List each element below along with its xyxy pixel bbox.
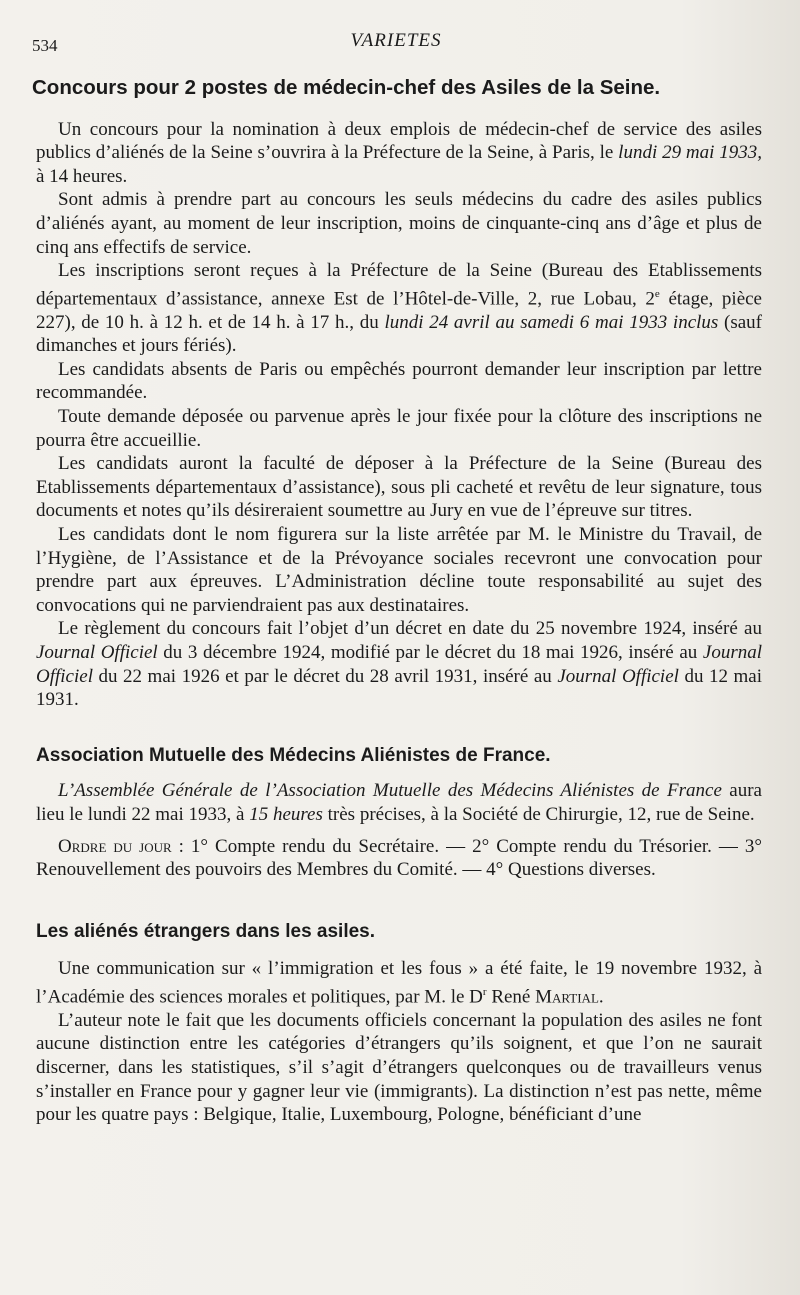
text: Une communication sur « l’immigration et les fous » a été faite, le 19 novembre 1932, à l’Académie des sciences morales et politiques, par M. le D [36,958,762,1008]
superscript: r [482,985,487,998]
text: étage, pièce 227), de 10 h. à 12 h. et de 14 h. à 17 h., du [36,288,762,333]
assembly-name: L’Assemblée Générale de l’Association Mutuelle des Médecins Aliénistes de France [58,780,722,802]
paragraph: Les candidats dont le nom figurera sur la liste arrêtée par M. le Ministre du Travail, de l’Hygiène, de l’Assistance et de la Prévoyance sociales recevront une convocation pour prendre part aux épreuves. L’Administration décline toute responsabilité au sujet des convocations qui ne parviendraient pas aux destinataires. [36,524,762,616]
section-title-association: Association Mutuelle des Médecins Aliénistes de France. [36,744,551,766]
paragraph: L’auteur note le fait que les documents officiels concernant la population des asiles ne font aucune distinction entre les catégories d’étrangers qu’ils soignent, et que l’on ne saurait discerner, dans les statistiques, s’il s’agit d’étrangers quelconques ou de travailleurs venus s’installer en France pour y gagner leur vie (immigrants). La distinction n’est pas nette, même pour les quatre pays : Belgique, Italie, Luxembourg, Pologne, bénéficiant d’une [36,1009,762,1126]
text: du 12 mai 1931. [36,665,763,711]
paragraph [36,617,762,711]
page-content [32,72,763,1127]
author-name: Martial [535,986,599,1008]
agenda-paragraph [36,835,762,882]
text: du 3 décembre 1924, modifié par le décret du 18 mai 1926, inséré au [157,641,703,663]
spacer [36,712,762,744]
paragraph: Sont admis à prendre part au concours les seuls médecins du cadre des asiles publics d’aliénés ayant, au moment de leur inscription, moins de cinquante-cinq ans d’âge et plus de cinq ans effectifs de service. [36,189,762,258]
text: (sauf dimanches et jours fériés). [36,311,763,357]
paragraph: Les candidats auront la faculté de déposer à la Préfecture de la Seine (Bureau des Etablissements départementaux d’assistance), sous pli cacheté et revêtu de leur signature, tous documents et notes qu’ils désireraient soumettre au Jury en vue de l’épreuve sur titres. [36,453,762,522]
paragraph [36,957,762,1009]
section-title-concours: Concours pour 2 postes de médecin-chef des Asiles de la Seine. [32,76,661,99]
text: Le règlement du concours fait l’objet d’un décret en date du 25 novembre 1924, inséré au [58,618,762,640]
text: à 14 heures. [36,165,128,187]
text: du 22 mai 1926 et par le décret du 28 avril 1931, inséré au [92,665,558,687]
registration-dates: lundi 24 avril au samedi 6 mai 1933 inclus [384,311,719,333]
running-head: VARIETES [350,30,442,51]
meeting-time: 15 heures [249,803,323,825]
agenda-text: 1° Compte rendu du Secrétaire. — 2° Compte rendu du Trésorier. — 3° Renouvellement des pouvoirs des Membres du Comité. — 4° Questions diverses. [36,835,762,881]
paragraph: Les candidats absents de Paris ou empêchés pourront demander leur inscription par lettre recommandée. [36,358,762,404]
text: . [598,986,604,1008]
text: Un concours pour la nomination à deux emplois de médecin-chef de service des asiles publics d’aliénés de la Seine s’ouvrira à la Préfecture de la Seine, à Paris, le [36,118,762,164]
text: Les inscriptions seront reçues à la Préfecture de la Seine (Bureau des Etablissements départementaux d’assistance, annexe Est de l’Hôtel-de-Ville, 2, rue Lobau, 2 [36,260,762,310]
exam-date: lundi 29 mai 1933, [618,142,762,164]
journal-title: Journal Officiel [36,641,158,663]
text: aura lieu le lundi 22 mai 1933, à [36,780,762,825]
paragraph: Toute demande déposée ou parvenue après le jour fixée pour la clôture des inscriptions ne pourra être accueillie. [36,406,762,451]
paragraph [36,779,762,826]
paragraph [36,259,762,358]
page-header [32,30,760,56]
superscript: e [654,287,660,300]
spacer [36,882,762,920]
text: René [486,986,536,1008]
journal-title: Journal Officiel [557,665,679,687]
journal-title: Journal Officiel [36,641,762,687]
page-number: 534 [32,36,58,55]
section-title-alienes: Les aliénés étrangers dans les asiles. [36,920,376,942]
text: très précises, à la Société de Chirurgie, 12, rue de Seine. [322,803,755,825]
paragraph [36,118,762,189]
agenda-label: Ordre du jour : [58,835,184,857]
